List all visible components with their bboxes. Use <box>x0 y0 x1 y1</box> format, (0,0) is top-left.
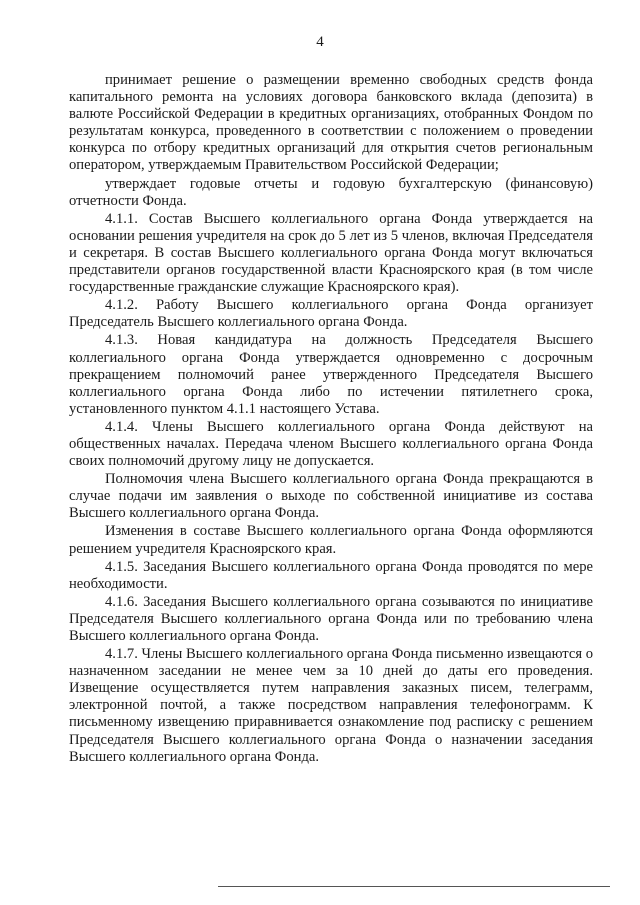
footer-divider <box>218 886 610 887</box>
paragraph: Полномочия члена Высшего коллегиального органа Фонда прекращаются в случае подачи им заявления о выходе по собственной инициативе из состава Высшего коллегиального органа Фонда. <box>69 471 593 522</box>
paragraph: 4.1.1. Состав Высшего коллегиального органа Фонда утверждается на основании решения учредителя на срок до 5 лет из 5 членов, включая Председателя и секретаря. В состав Высшего коллегиального органа Фонда могут включаться представители органов государственной власти Красноярского края (в том числе государственные гражданские служащие Красноярского края). <box>69 210 593 296</box>
paragraph: 4.1.6. Заседания Высшего коллегиального органа созываются по инициативе Председателя Высшего коллегиального органа Фонда или по требованию члена Высшего коллегиального органа Фонда. <box>69 593 593 644</box>
paragraph: 4.1.2. Работу Высшего коллегиального органа Фонда организует Председатель Высшего коллегиального органа Фонда. <box>69 297 593 331</box>
document-body <box>69 72 593 767</box>
paragraph: 4.1.4. Члены Высшего коллегиального органа Фонда действуют на общественных началах. Передача членом Высшего коллегиального органа Фонда своих полномочий другому лицу не допускается. <box>69 418 593 470</box>
paragraph: 4.1.5. Заседания Высшего коллегиального органа Фонда проводятся по мере необходимости. <box>69 558 593 592</box>
paragraph: Изменения в составе Высшего коллегиального органа Фонда оформляются решением учредителя Красноярского края. <box>69 523 593 557</box>
page-number: 4 <box>316 34 324 50</box>
paragraph: 4.1.7. Члены Высшего коллегиального органа Фонда письменно извещаются о назначенном заседании не менее чем за 10 дней до даты его проведения. Извещение осуществляется путем направления заказных писем, телеграмм, электронной почтой, а также посредством направления телефонограмм. К письменному извещению приравнивается ознакомление под расписку с решением Председателя Высшего коллегиального органа Фонда о назначении заседания Высшего коллегиального органа Фонда. <box>69 646 593 765</box>
paragraph: 4.1.3. Новая кандидатура на должность Председателя Высшего коллегиального органа Фонда утверждается одновременно с досрочным прекращением полномочий ранее утвержденного Председателя Высшего коллегиального органа Фонда либо по истечении пятилетнего срока, установленного пунктом 4.1.1 настоящего Устава. <box>69 332 593 417</box>
paragraph: утверждает годовые отчеты и годовую бухгалтерскую (финансовую) отчетности Фонда. <box>69 175 593 209</box>
paragraph: принимает решение о размещении временно свободных средств фонда капитального ремонта на условиях договора банковского вклада (депозита) в валюте Российской Федерации в кредитных организациях, отобранных Фондом по результатам конкурса, проведенного в соответствии с положением о проведении конкурса по отбору кредитных организаций для открытия счетов региональным оператором, утверждаемым Правительством Российской Федерации; <box>69 72 593 174</box>
